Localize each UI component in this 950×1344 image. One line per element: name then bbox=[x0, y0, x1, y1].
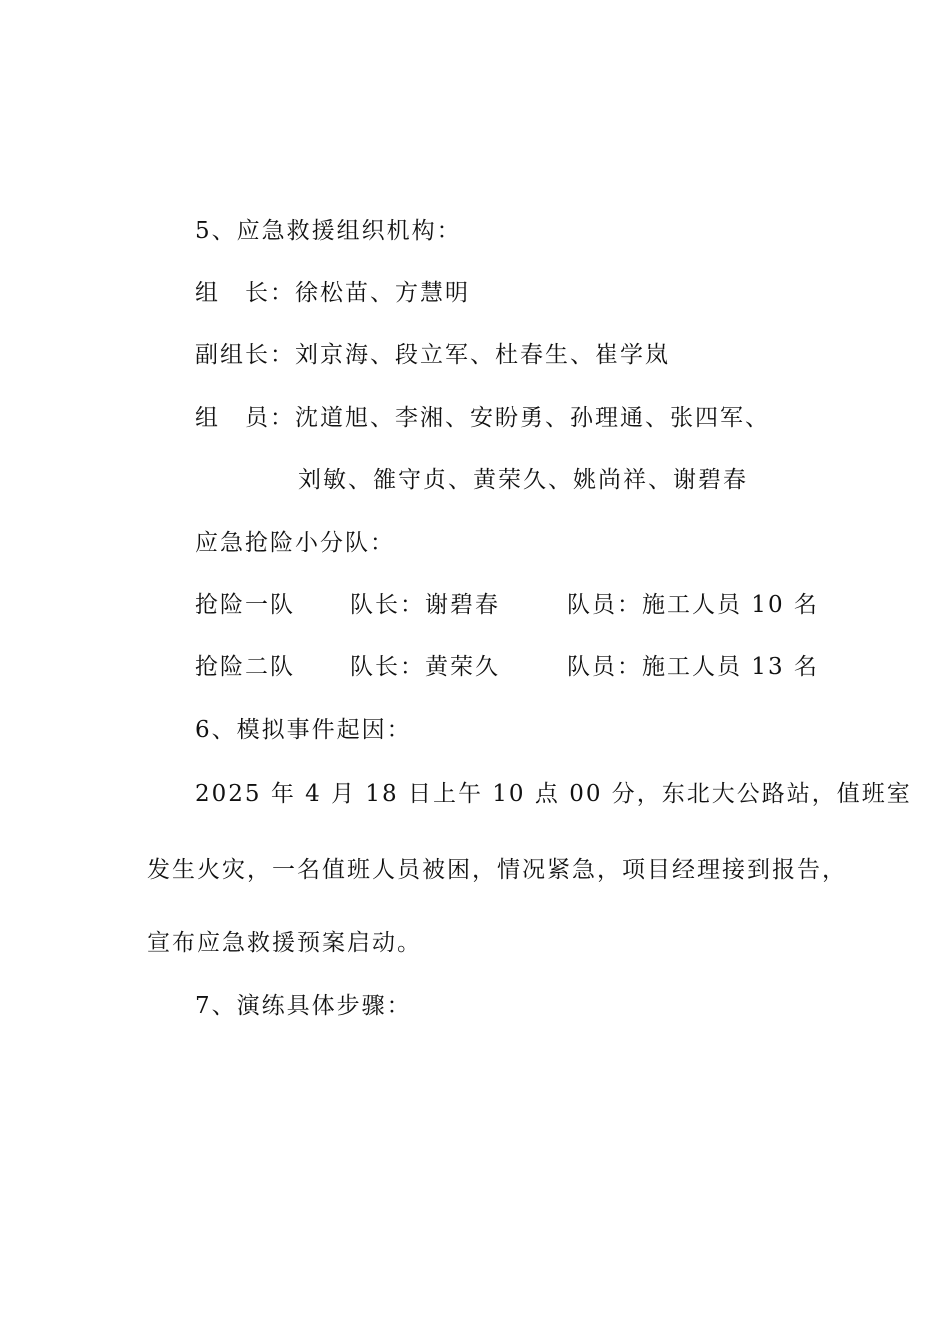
squad-name: 抢险一队 bbox=[195, 592, 295, 618]
deputy-leader-line: 副组长：刘京海、段立军、杜春生、崔学岚 bbox=[195, 342, 670, 368]
members-line-2: 刘敏、雒守贞、黄荣久、姚尚祥、谢碧春 bbox=[298, 467, 748, 493]
section6-heading: 6、模拟事件起因： bbox=[195, 717, 412, 743]
squad-row bbox=[0, 590, 950, 620]
squad-captain: 队长：谢碧春 bbox=[350, 592, 500, 618]
incident-paragraph-line-2: 发生火灾，一名值班人员被困，情况紧急，项目经理接到报告， bbox=[147, 857, 847, 883]
squad-captain: 队长：黄荣久 bbox=[350, 654, 500, 680]
team-leader-line: 组 长：徐松苗、方慧明 bbox=[195, 280, 470, 306]
squad-members: 队员：施工人员 10 名 bbox=[567, 592, 819, 618]
squad-row bbox=[0, 652, 950, 682]
squad-heading: 应急抢险小分队： bbox=[195, 530, 395, 556]
squad-name: 抢险二队 bbox=[195, 654, 295, 680]
incident-paragraph-line-1: 2025 年 4 月 18 日上午 10 点 00 分，东北大公路站，值班室 bbox=[195, 781, 912, 807]
squad-members: 队员：施工人员 13 名 bbox=[567, 654, 819, 680]
section5-heading: 5、应急救援组织机构： bbox=[195, 218, 462, 244]
incident-paragraph-line-3: 宣布应急救援预案启动。 bbox=[147, 930, 422, 956]
section7-heading: 7、演练具体步骤： bbox=[195, 993, 412, 1019]
members-line-1: 组 员：沈道旭、李湘、安盼勇、孙理通、张四军、 bbox=[195, 405, 770, 431]
